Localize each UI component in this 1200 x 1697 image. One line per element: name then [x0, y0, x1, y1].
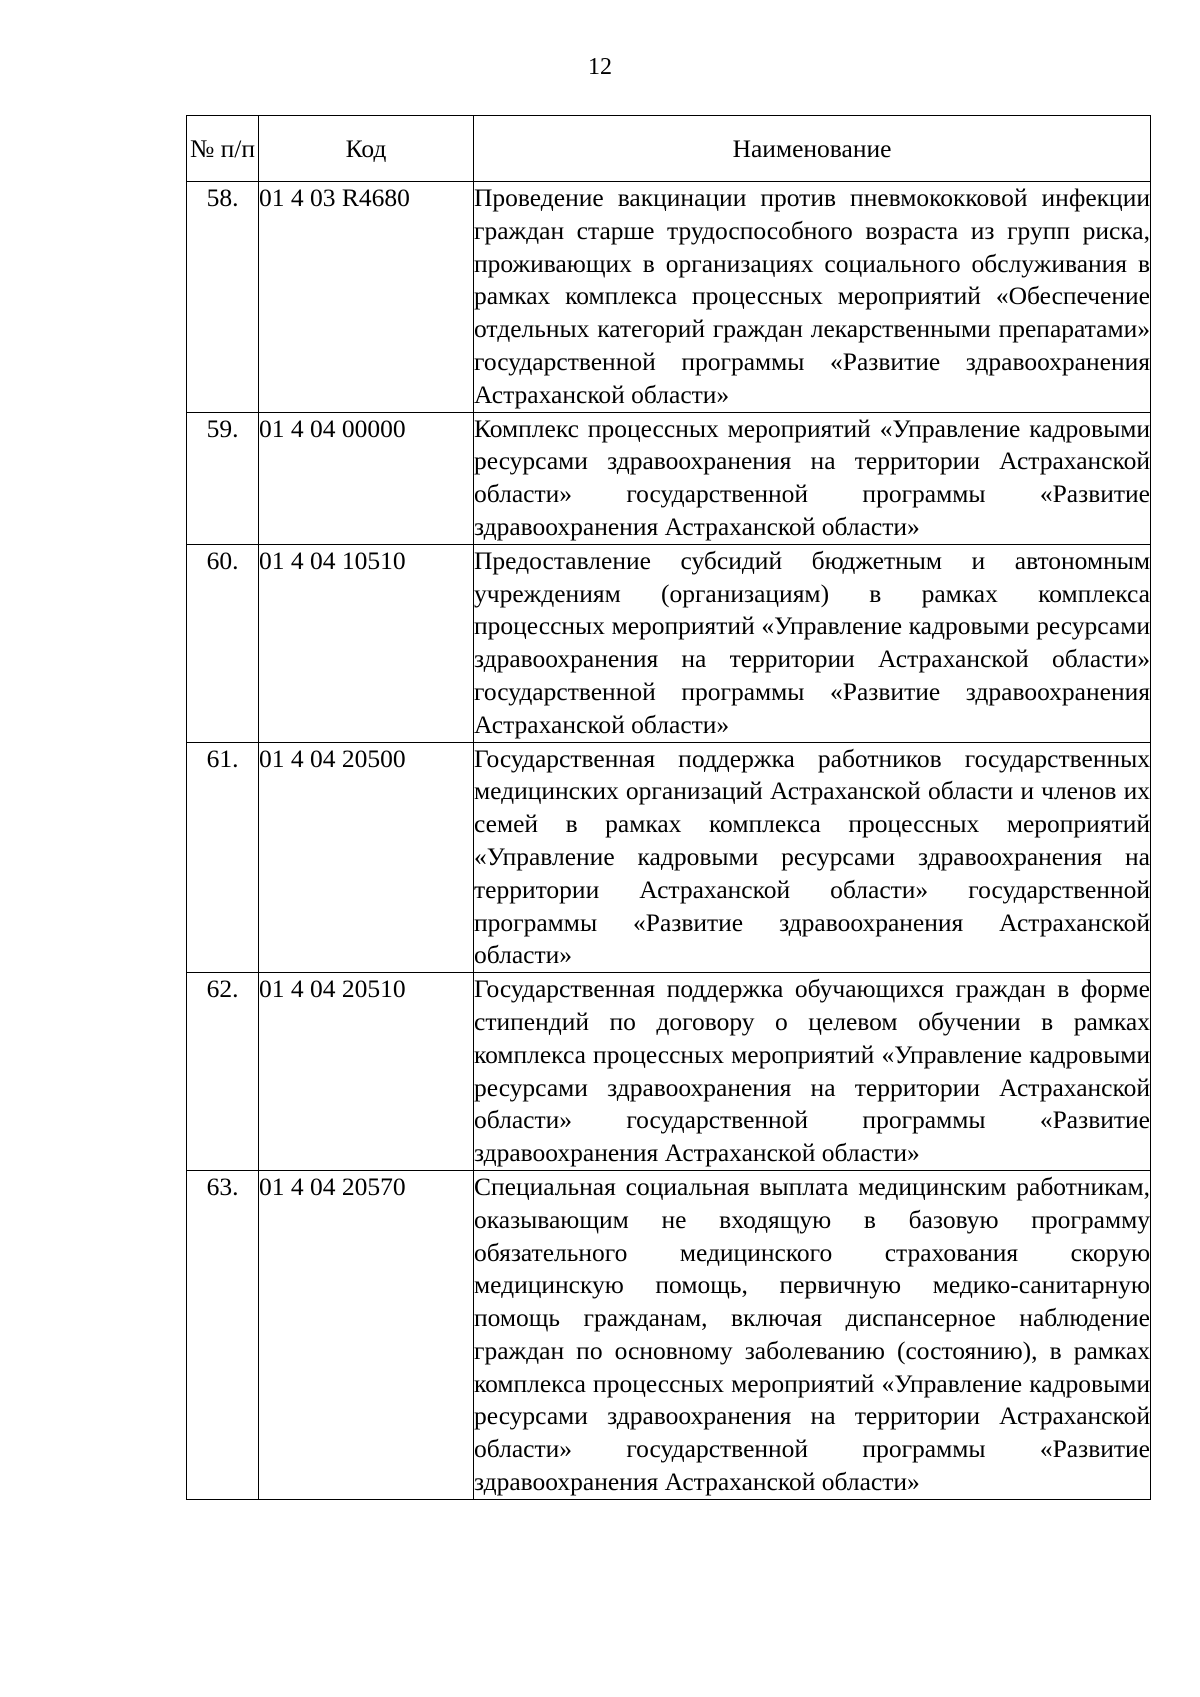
page-number: 12 — [588, 54, 612, 80]
row-code: 01 4 03 R4680 — [259, 182, 474, 413]
table-row — [187, 742, 1151, 973]
row-name: Государственная поддержка работников государственных медицинских организаций Астраханской области и членов их семей в рамках комплекса процессных мероприятий «Управление кадровыми ресурсами здравоохранения на территории Астраханской области» государственной программы «Развитие здравоохранения Астраханской области» — [474, 742, 1151, 973]
table-row — [187, 412, 1151, 544]
row-name: Предоставление субсидий бюджетным и автономным учреждениям (организациям) в рамках комплекса процессных мероприятий «Управление кадровыми ресурсами здравоохранения на территории Астраханской области» государственной программы «Развитие здравоохранения Астраханской области» — [474, 544, 1151, 742]
row-code: 01 4 04 20510 — [259, 973, 474, 1171]
header-num: № п/п — [187, 116, 259, 182]
table-row — [187, 1170, 1151, 1499]
row-num: 63. — [187, 1170, 259, 1499]
row-code: 01 4 04 10510 — [259, 544, 474, 742]
row-code: 01 4 04 00000 — [259, 412, 474, 544]
header-code: Код — [259, 116, 474, 182]
row-num: 60. — [187, 544, 259, 742]
row-num: 58. — [187, 182, 259, 413]
budget-code-table — [186, 115, 1151, 1500]
row-num: 61. — [187, 742, 259, 973]
row-num: 62. — [187, 973, 259, 1171]
table-header-row — [187, 116, 1151, 182]
table-row — [187, 973, 1151, 1171]
table-row — [187, 544, 1151, 742]
row-name: Специальная социальная выплата медицинским работникам, оказывающим не входящую в базовую программу обязательного медицинского страхования скорую медицинскую помощь, первичную медико-санитарную помощь гражданам, включая диспансерное наблюдение граждан по основному заболеванию (состоянию), в рамках комплекса процессных мероприятий «Управление кадровыми ресурсами здравоохранения на территории Астраханской области» государственной программы «Развитие здравоохранения Астраханской области» — [474, 1170, 1151, 1499]
row-name: Государственная поддержка обучающихся граждан в форме стипендий по договору о целевом обучении в рамках комплекса процессных мероприятий «Управление кадровыми ресурсами здравоохранения на территории Астраханской области» государственной программы «Развитие здравоохранения Астраханской области» — [474, 973, 1151, 1171]
row-code: 01 4 04 20500 — [259, 742, 474, 973]
row-code: 01 4 04 20570 — [259, 1170, 474, 1499]
row-name: Проведение вакцинации против пневмококковой инфекции граждан старше трудоспособного возраста из групп риска, проживающих в организациях социального обслуживания в рамках комплекса процессных мероприятий «Обеспечение отдельных категорий граждан лекарственными препаратами» государственной программы «Развитие здравоохранения Астраханской области» — [474, 182, 1151, 413]
table-row — [187, 182, 1151, 413]
row-name: Комплекс процессных мероприятий «Управление кадровыми ресурсами здравоохранения на территории Астраханской области» государственной программы «Развитие здравоохранения Астраханской области» — [474, 412, 1151, 544]
row-num: 59. — [187, 412, 259, 544]
header-name: Наименование — [474, 116, 1151, 182]
